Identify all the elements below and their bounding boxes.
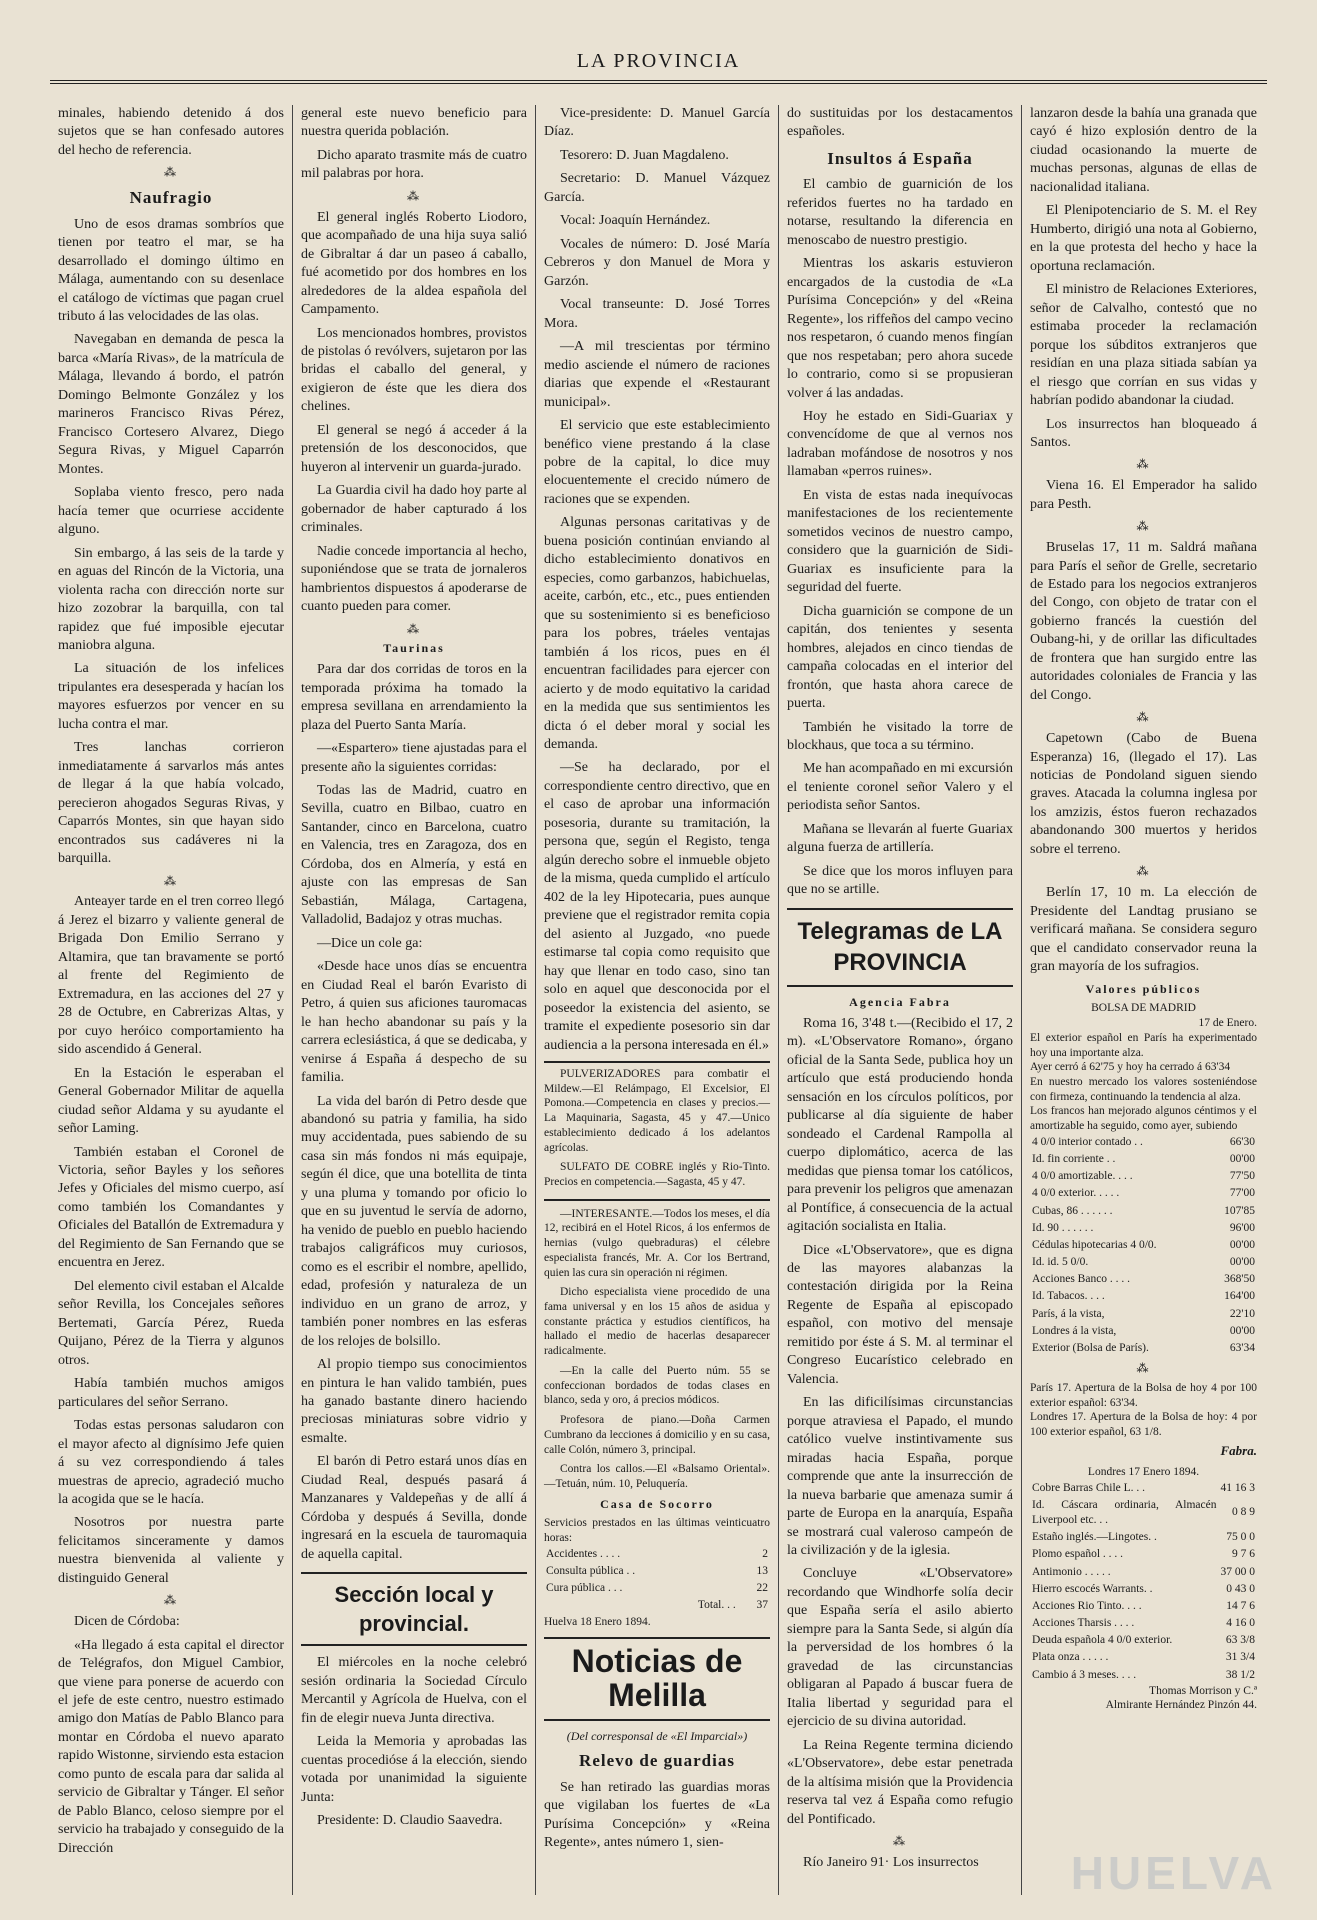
page-header-title: LA PROVINCIA (576, 50, 741, 72)
row-label: Plomo español . . . . (1032, 1548, 1124, 1561)
row-value: 38 1/2 (1225, 1668, 1255, 1681)
footer-company: Thomas Morrison y C.ª (1149, 1684, 1257, 1697)
headline-naufragio: Naufragio (129, 188, 213, 208)
paragraph: También he visitado la torre de blockhaus, que toca a su término. (787, 719, 1013, 753)
advertisements (544, 1061, 770, 1201)
section-banner-telegramas: Telegramas de LA PROVINCIA (787, 908, 1013, 987)
bolsa-date: 17 de Enero. (1198, 1017, 1257, 1030)
row-label: Estaño inglés.—Lingotes. . (1032, 1531, 1157, 1544)
row-value: 00'00 (1229, 1153, 1255, 1165)
separator: ⁂ (1136, 710, 1151, 725)
separator: ⁂ (1136, 1361, 1151, 1376)
paragraph: Al propio tiempo sus conocimientos en pintura le han valido también, pues ha ganado bastante dinero haciendo preciosas miniaturas sobre vidrio y esmalte. (301, 1357, 527, 1446)
agency-fabra: Agencia Fabra (849, 995, 951, 1010)
separator: ⁂ (1136, 457, 1151, 472)
headline-relevo: Relevo de guardias (579, 1751, 735, 1771)
table-row (1030, 1632, 1257, 1649)
table-row (1030, 1271, 1257, 1288)
separator: ⁂ (164, 165, 178, 180)
paragraph: La vida del barón di Petro desde que abandonó su patria y familia, ha sido muy accidentada, pues sabiendo de su casa sin más fondos ni más equipaje, según él dice, que una botellita de tinta y una pluma y tomando por oficio lo que en su juventud le servía de adorno, ha venido de pueblo en pueblo haciendo trabajos caligráficos muy curiosos, como es el escribir el nombre, apellido, edad, profesión y naturaleza de un individuo en un grano de arroz, y también poner nombres en las esferas de los relojes de bolsillo. (301, 1093, 527, 1349)
paragraph: Hoy he estado en Sidi-Guariax y convencídome de que al vernos nos ladraban mofándose de nosotros y nos llamaban «perros ruines». (787, 409, 1013, 480)
paragraph: lanzaron desde la bahía una granada que cayó é hizo explosión dentro de la ciudad ocasionando la muerte de muchas personas, algunas de ellas de nacionalidad italiana. (1030, 106, 1257, 195)
row-label: Deuda española 4 0/0 exterior. (1032, 1634, 1173, 1647)
bolsa-table (1030, 1134, 1257, 1357)
table-row (1030, 1323, 1257, 1340)
paragraph: El servicio que este establecimiento benéfico viene prestando á la clase pobre de la capital, lo dice muy elocuentemente el crecido número de raciones que se expenden. (544, 418, 770, 507)
paragraph: La situación de los infelices tripulantes era desesperada y hacían los mayores esfuerzos por vencer en su lucha contra el mar. (58, 661, 284, 732)
watermark-huelva: HUELVA (1070, 1847, 1277, 1899)
row-value: 107'85 (1224, 1204, 1255, 1217)
row-label: París, á la vista, (1032, 1307, 1105, 1320)
bolsa-text: El exterior español en París ha experimentado hoy una importante alza. (1030, 1031, 1257, 1059)
separator: ⁂ (407, 188, 421, 203)
separator: ⁂ (407, 621, 421, 636)
headline-casa-socorro: Casa de Socorro (600, 1496, 714, 1511)
row-label: Cobre Barras Chile L. . . (1032, 1481, 1146, 1494)
bolsa-text: Ayer cerró á 62'75 y hoy ha cerrado á 63'34 (1030, 1061, 1231, 1074)
paragraph: Mañana se llevarán al fuerte Guariax alguna fuerza de artillería. (787, 821, 1013, 856)
melilla-source: (Del corresponsal de «El Imparcial») (566, 1728, 748, 1743)
row-label: Id. Cáscara ordinaria, Almacén Liverpool etc. . . (1032, 1498, 1217, 1526)
paragraph: Del elemento civil estaban el Alcalde señor Revilla, los Concejales señores Bertemati, García Pérez, Rueda Quijano, Pérez de la Tierra y algunos otros. (58, 1278, 284, 1368)
paragraph: Dicho aparato trasmite más de cuatro mil palabras por hora. (301, 147, 527, 182)
headline-valores: Valores públicos (1085, 981, 1202, 996)
row-label: Id. Tabacos. . . . (1032, 1290, 1105, 1303)
table-row (544, 1597, 770, 1614)
paragraph: Presidente: D. Claudio Saavedra. (317, 1813, 503, 1829)
paragraph: —Se ha declarado, por el correspondiente centro directivo, que en el caso de aprobar una información posesoria, durante su tramitación, la persona que, según el Registo, tenga algún derecho sobre el inmueble objeto de la misma, queda cumplido el artículo 402 de la ley Hipotecaria, pues aunque previene que el registrador remita copia del asiento al Juzgado, «no puede estimarse tal copia como requisito que hay que llenar en todo caso, sino tan solo en aquel que desconocida por el poseedor la existencia del asiento, se tramite el expediente posesorio sin dar audiencia a la persona interesada en él.» (544, 760, 770, 1053)
paris-text: París 17. Apertura de la Bolsa de hoy 4 por 100 exterior español: 63'34. (1030, 1381, 1257, 1409)
paragraph: Los insurrectos han bloqueado á Santos. (1030, 416, 1257, 450)
paragraph: Anteayer tarde en el tren correo llegó á Jerez el bizarro y valiente general de Brigada Don Emilio Serrano y Altamira, que tan bravamente se portó al frente del Regimiento de Extremadura, en las acciones del 27 y 28 de Octubre, en Cabrerizas Altas, y por cuyo heróico comportamiento ha sido ascendido á General. (58, 894, 284, 1058)
column-2 (293, 105, 536, 1895)
row-value: 66'30 (1229, 1135, 1255, 1148)
paragraph: Bruselas 17, 11 m. Saldrá mañana para París el señor de Grelle, secretario de Estado para los negocios extranjeros del Congo, con objeto de tratar con el gobierno francés la cuestión del Oubang-hi, y de orillar las dificultades de frontera que han surgido entre las autoridades coloniales de Francia y las del Congo. (1030, 540, 1257, 703)
bolsa-title: BOLSA DE MADRID (1091, 1002, 1196, 1015)
paragraph: Capetown (Cabo de Buena Esperanza) 16, (llegado el 17). Las noticias de Pondoland siguen siendo graves. Atacada la columna inglesa por los amzizis, éstos fueron rechazados abandonando 300 muertos y heridos sobre el terreno. (1030, 731, 1257, 857)
table-row (1030, 1649, 1257, 1666)
paragraph: Todas las de Madrid, cuatro en Sevilla, cuatro en Bilbao, cuatro en Santander, cinco en Barcelona, cuatro en Valencia, tres en Zaragoza, dos en Córdoba, dos en Almería, y está en ajuste con las empresas de San Sebastián, Málaga, Cartagena, Valladolid, Badajoz y otras muchas. (301, 783, 527, 928)
ad-piano: Profesora de piano.—Doña Carmen Cumbrano da lecciones á domicilio y en su casa, calle Colón, número 3, principal. (544, 1414, 770, 1456)
table-row (1030, 1497, 1257, 1529)
row-value: 13 (756, 1565, 768, 1578)
paragraph: Nadie concede importancia al hecho, suponiéndose que se trata de jornaleros hambrientos dispuestos á apoderarse de cuanto pueden para comer. (301, 543, 527, 615)
paragraph: Vocales de número: D. José María Cebreros y don Manuel de Mora y Garzón. (544, 236, 770, 289)
row-label: Cura pública . . . (546, 1582, 623, 1595)
paragraph: Me han acompañado en mi excursión el teniente coronel señor Valero y el periodista señor Santos. (787, 761, 1013, 814)
paragraph: En la Estación le esperaban el General Gobernador Militar de aquella ciudad señor Aldama y su ayudante el señor Laming. (58, 1065, 284, 1137)
row-label: Cubas, 86 . . . . . . (1032, 1204, 1113, 1217)
headline-taurinas: Taurinas (383, 641, 445, 656)
row-value: 9 7 6 (1232, 1548, 1255, 1561)
column-3 (536, 105, 779, 1895)
row-label: Londres á la vista, (1032, 1324, 1117, 1337)
paragraph: Nosotros por nuestra parte felicitamos sinceramente y damos nuestra bienvenida al valiente y distinguido General (58, 1515, 284, 1586)
ad-pulverizadores: PULVERIZADORES para combatir el Mildew.—El Relámpago, El Excelsior, El Pomona.—Competencia en clases y precios.—La Maquinaria, Sagasta, 45 y 47.—Unico establecimiento dedicado á los adelantos agrícolas. (544, 1067, 770, 1154)
section-banner-melilla: Noticias de Melilla (544, 1637, 770, 1720)
paragraph: Vocal transeunte: D. José Torres Mora. (544, 297, 770, 331)
table-row (1030, 1237, 1257, 1254)
paragraph: —A mil trescientas por término medio asciende el número de raciones diarias que expende el «Restaurant municipal». (544, 339, 770, 410)
row-value: 31 3/4 (1225, 1651, 1255, 1664)
paragraph: Concluye «L'Observatore» recordando que Windhorfe solía decir que España sería el asilo abierto siempre para la Santa Sede, si algún día la perversidad de los hombres ó la gravedad de las circunstancias obligaran al Papado á buscar fuera de Italia libertad y seguridad para el ejercicio de su divina autoridad. (787, 1566, 1013, 1730)
table-row (1030, 1581, 1257, 1598)
paragraph: «Desde hace unos días se encuentra en Ciudad Real el barón Evaristo di Petro, á quien sus aficiones tauromacas le han hecho abandonar su país y la carrera eclesiástica, á que se dedicaba, y venirse á España á despecho de su familia. (301, 959, 527, 1086)
table-row (544, 1546, 770, 1563)
footer-address: Almirante Hernández Pinzón 44. (1105, 1699, 1257, 1712)
paragraph: También estaban el Coronel de Victoria, señor Bayles y los señores Jefes y Oficiales del mismo cuerpo, así como también los Comandantes y Oficiales del Batallón de Extremadura y del Regimiento de San Fernando que se encuentra en Jerez. (58, 1144, 284, 1271)
row-label: Cambio á 3 meses. . . . (1032, 1668, 1137, 1681)
row-label: Acciones Tharsis . . . . (1032, 1617, 1135, 1630)
paragraph: Roma 16, 3'48 t.—(Recibido el 17, 2 m). «L'Observatore Romano», órgano oficial de la Santa Sede, publica hoy un artículo que está produciendo honda sensación en los círculos políticos, por publicarse al día siguiente de haber sondeado el Cardenal Rampolla al cuerpo diplomático, acerca de las medidas que piensa tomar los católicos, para prevenir los peligros que amenazan al Pontífice, á consecuencia de la actual agitación socialista en Italia. (787, 1015, 1013, 1235)
row-label: Antimonio . . . . . (1032, 1565, 1111, 1578)
paragraph: Uno de esos dramas sombríos que tienen por teatro el mar, se ha desarrollado el domingo último en Málaga, aumentando con su desenlace el catálogo de víctimas que pagan cruel tributo á las velocidades de las olas. (58, 216, 284, 325)
row-value: 00'00 (1229, 1324, 1255, 1337)
row-value: 37 (756, 1599, 768, 1612)
table-row (544, 1580, 770, 1597)
paragraph: Berlín 17, 10 m. La elección de Presidente del Landtag prusiano se verificará mañana. Se considera seguro que el candidato conservador reuna la gran mayoría de los sufragios. (1030, 885, 1257, 975)
paragraph: Vocal: Joaquín Hernández. (560, 213, 711, 229)
row-value: 37 00 0 (1220, 1565, 1255, 1578)
table-row (1030, 1340, 1257, 1357)
paragraph: La Guardia civil ha dado hoy parte al gobernador de haber capturado á los criminales. (301, 483, 527, 536)
row-label: Acciones Rio Tinto. . . . (1032, 1599, 1142, 1612)
paragraph: Algunas personas caritativas y de buena posición continúan enviando al dicho establecimiento donativos en especies, como garbanzos, habichuelas, aceite, carbón, etc., etc., pues entienden que su sostenimiento si es beneficioso para los pobres, tráeles ventajas también á los ricos, pues en él encuentran facilidades para ejercer con acierto y de modo equitativo la caridad en la medida que sus sentimientos les dicta ó el deber moral y social les demanda. (544, 515, 770, 752)
table-row (1030, 1480, 1257, 1497)
row-value: 2 (762, 1547, 768, 1560)
row-label: Total. . . (697, 1599, 736, 1612)
table-row (1030, 1546, 1257, 1563)
paragraph: Sin embargo, á las seis de la tarde y en aguas del Rincón de la Victoria, una violenta racha con dirección norte sur hizo zozobrar la barquilla, con tal rapidez que fué imposible ejecutar maniobra alguna. (58, 545, 284, 653)
row-label: Acciones Banco . . . . (1032, 1273, 1131, 1286)
paragraph: Navegaban en demanda de pesca la barca «María Rivas», de la matrícula de Málaga, llevando á bordo, el patrón Domingo Belmonte González y los marineros Francisco Rivas Pérez, Francisco Cortesero Alvarez, Diego Segura Rivas, y Miguel Caparrón Montes. (58, 332, 284, 477)
separator: ⁂ (164, 873, 178, 888)
row-value: 14 7 6 (1226, 1599, 1255, 1612)
row-label: Consulta pública . . (546, 1565, 636, 1578)
paragraph: general este nuevo beneficio para nuestra querida población. (301, 106, 527, 140)
row-label: Exterior (Bolsa de París). (1032, 1341, 1149, 1354)
londres-title: Londres 17 Enero 1894. (1087, 1465, 1200, 1478)
paragraph: Dicha guarnición se compone de un capitán, dos tenientes y sesenta hombres, alejados en cinco tiendas de campaña colocadas en el interior del frontón, que hasta ahora carece de puerta. (787, 603, 1013, 712)
bolsa-text: En nuestro mercado los valores sosteniéndose con firmeza, continuando la tendencia al alza. (1030, 1075, 1257, 1103)
ad-callos: Contra los callos.—El «Balsamo Oriental».—Tetuán, núm. 10, Peluquería. (544, 1463, 770, 1490)
row-value: 00'00 (1229, 1238, 1255, 1251)
row-label: Accidentes . . . . (546, 1547, 621, 1560)
paragraph: El general inglés Roberto Liodoro, que acompañado de una hija suya salió de Gibraltar á dar un paseo á caballo, fué acometido por dos hombres en los alrededores de la aldea española del Campamento. (301, 209, 527, 318)
table-row (1030, 1203, 1257, 1220)
paragraph: En vista de estas nada inequívocas manifestaciones de los recientemente sometidos vecinos de nuestro campo, considero que la guarnición de Sidi-Guariax es insuficiente para la seguridad del fuerte. (787, 487, 1013, 596)
table-row (1030, 1615, 1257, 1632)
table-row (1030, 1288, 1257, 1305)
paragraph: Se dice que los moros influyen para que no se artille. (787, 863, 1013, 898)
row-label: 4 0/0 exterior. . . . . (1032, 1187, 1120, 1200)
separator: ⁂ (164, 1593, 178, 1608)
ad-sulfato: SULFATO DE COBRE inglés y Rio-Tinto. Precios en competencia.—Sagasta, 45 y 47. (544, 1161, 770, 1188)
table-row (1030, 1598, 1257, 1615)
row-label: Plata onza . . . . . (1032, 1651, 1109, 1664)
londres-text: Londres 17. Apertura de la Bolsa de hoy: 4 por 100 exterior español, 63 1/8. (1030, 1411, 1257, 1439)
table-row (1030, 1134, 1257, 1151)
table-row (1030, 1254, 1257, 1271)
paragraph: Dicen de Córdoba: (74, 1614, 180, 1630)
row-value: 4 16 0 (1226, 1617, 1255, 1630)
paragraph: —«Espartero» tiene ajustadas para el presente año la siguientes corridas: (301, 741, 527, 775)
paragraph: El barón di Petro estará unos días en Ciudad Real, después pasará á Manzanares y Valdepeñas y de allí á Córdoba y después á Sevilla, donde ingresará en la escuela de tauromaquia de aquella capital. (301, 1454, 527, 1562)
table-row (1030, 1564, 1257, 1581)
ad-interesante: —INTERESANTE.—Todos los meses, el día 12, recibirá en el Hotel Ricos, á los enfermos de hernias (vulgo quebraduras) el célebre especialista francés, Mr. A. Cor los Bertrand, quien las cura sin operación ni régimen. (544, 1207, 771, 1279)
column-5 (1022, 105, 1265, 1895)
row-label: Hierro escocés Warrants. . (1032, 1582, 1153, 1595)
table-row (1030, 1168, 1257, 1185)
table-row (1030, 1220, 1257, 1237)
paragraph: Viena 16. El Emperador ha salido para Pesth. (1030, 478, 1257, 512)
paragraph: Vice-presidente: D. Manuel García Díaz. (544, 106, 770, 140)
paragraph: Leida la Memoria y aprobadas las cuentas procedióse á la elección, siendo votada por unanimidad la siguiente Junta: (301, 1734, 527, 1805)
paragraph: Mientras los askaris estuvieron encargados de la custodia de «La Purísima Concepción» y del «Reina Regente», los riffeños del campo vecino nos respetaron, ó cuando menos fingían que nos respetaban; pero ahora sucede lo contrario, como si se propusieran volver á las andadas. (787, 256, 1013, 401)
paragraph: Había también muchos amigos particulares del señor Serrano. (58, 1376, 284, 1410)
socorro-intro: Servicios prestados en las últimas veinticuatro horas: (544, 1517, 770, 1545)
paragraph: Tres lanchas corrieron inmediatamente á sarvarlos más antes de llegar á la que había volcado, perecieron ahogados Seguras Rivas, y Caparrós Montes, sin que hayan sido encontrados sus cadáveres ni la barquilla. (58, 740, 284, 867)
londres-table (1030, 1480, 1257, 1684)
paragraph: El Plenipotenciario de S. M. el Rey Humberto, dirigió una nota al Gobierno, en la que protesta del hecho y hace la oportuna reclamación. (1030, 203, 1257, 274)
paragraph: «Ha llegado á esta capital el director de Telégrafos, don Miguel Cambior, que viene para ponerse de acuerdo con el jefe de este centro, nuestro estimado amigo don Matías de Pablo Blanco para montar en Córdoba el nuevo aparato rapido Wistonne, sirviendo esta estacion como punto de escala para dar salida al servicio de Gibraltar y Tánger. El señor de Pablo Blanco, celoso siempre por el servicio ha trabajado y conseguido de la Dirección (58, 1637, 284, 1856)
row-value: 63 3/8 (1225, 1634, 1255, 1647)
columns (50, 105, 1265, 1895)
row-label: Id. fin corriente . . (1032, 1153, 1116, 1165)
ad-especialista: Dicho especialista viene procedido de una fama universal y en los 15 años de asidua y constante práctica y estudios científicos, ha hallado el medio de hacerlas desaparecer radicalmente. (544, 1286, 770, 1358)
paragraph: do sustituidas por los destacamentos españoles. (787, 106, 1013, 140)
column-1 (50, 105, 293, 1895)
socorro-table (544, 1546, 770, 1615)
row-label: Id. id. 5 0/0. (1032, 1256, 1089, 1269)
table-row (1030, 1667, 1257, 1684)
bolsa-text: Los francos han mejorado algunos céntimos y el amortizable ha seguido, como ayer, subiendo (1030, 1105, 1257, 1133)
row-value: 63'34 (1229, 1341, 1255, 1354)
paragraph: Todas estas personas saludaron con el mayor afecto al dignísimo Jefe quien á su vez correspondiendo á tales muestras de aprecio, agradeció mucho la acogida que se le hacía. (58, 1418, 284, 1507)
separator: ⁂ (893, 1834, 907, 1849)
paragraph: Para dar dos corridas de toros en la temporada próxima ha tomado la empresa sevillana en arrendamiento la plaza del Puerto Santa María. (301, 662, 527, 733)
separator: ⁂ (1136, 519, 1151, 534)
paragraph: Los mencionados hombres, provistos de pistolas ó revólvers, sujetaron por las bridas el caballo del general, y exigieron de éste que les diera dos chelines. (301, 325, 527, 415)
separator: ⁂ (1136, 864, 1151, 879)
row-label: Cédulas hipotecarias 4 0/0. (1032, 1238, 1157, 1251)
signature-fabra: Fabra. (1220, 1442, 1257, 1458)
row-value: 41 16 3 (1220, 1481, 1255, 1494)
paragraph: Tesorero: D. Juan Magdaleno. (560, 147, 729, 163)
paragraph: Soplaba viento fresco, pero nada hacía temer que ocurriese accidente alguno. (58, 485, 284, 538)
table-row (544, 1563, 770, 1580)
row-value: 22'10 (1229, 1307, 1255, 1320)
paragraph: En las dificilísimas circunstancias porque atraviesa el Papado, el mundo católico vuelve instintivamente sus miradas hacia España, porque comprende que ante la insurrección de la nueva barbarie que amenaza sumir á parte de Europa en la anarquía, España se mostrará cual valeroso campeón de la civilización y de la iglesia. (787, 1395, 1013, 1559)
paragraph: Secretario: D. Manuel Vázquez García. (544, 171, 770, 205)
header-rule (50, 80, 1267, 84)
paragraph: Dice «L'Observatore», que es digna de las mayores alabanzas la contestación dirigida por la Reina Regente de España al episcopado español, con motivo del mensaje remitido por éste á S. M. al terminar el Congreso Eucarístico celebrado en Valencia. (787, 1242, 1013, 1387)
section-banner-local: Sección local y provincial. (301, 1572, 527, 1646)
row-value: 77'00 (1229, 1187, 1255, 1200)
row-label: 4 0/0 amortizable. . . . (1032, 1170, 1133, 1183)
table-row (1030, 1529, 1257, 1546)
row-label: Id. 90 . . . . . . (1032, 1221, 1094, 1234)
paragraph: minales, habiendo detenido á dos sujetos que se han confesado autores del hecho de referencia. (58, 106, 284, 158)
paragraph: El general se negó á acceder á la pretensión de los desconocidos, que huyeron al intervenir un guarda-jurado. (301, 422, 527, 475)
paragraph: El miércoles en la noche celebró sesión ordinaria la Sociedad Círculo Mercantil y Agrícola de Huelva, con el fin de elegir nueva Junta directiva. (301, 1655, 527, 1726)
column-4 (779, 105, 1022, 1895)
headline-insultos: Insultos á España (827, 148, 973, 168)
row-value: 00'00 (1229, 1256, 1255, 1269)
row-value: 75 0 0 (1226, 1531, 1255, 1544)
row-label: 4 0/0 interior contado . . (1032, 1135, 1143, 1148)
row-value: 96'00 (1229, 1221, 1255, 1234)
table-row (1030, 1185, 1257, 1202)
paragraph: Río Janeiro 91· Los insurrectos (803, 1854, 979, 1870)
socorro-date: Huelva 18 Enero 1894. (544, 1615, 651, 1628)
paragraph: El cambio de guarnición de los referidos fuertes no ha tardado en notarse, resultando la diferencia en menoscabo de nuestro prestigio. (787, 177, 1013, 248)
paragraph: La Reina Regente termina diciendo «L'Observatore», debe estar penetrada de la altísima misión que la Providencia reserva tal vez á España como refugio del Pontificado. (787, 1737, 1013, 1827)
row-value: 77'50 (1229, 1170, 1255, 1183)
table-row (1030, 1306, 1257, 1323)
row-value: 0 8 9 (1232, 1506, 1255, 1519)
row-value: 0 43 0 (1226, 1582, 1255, 1595)
paragraph: El ministro de Relaciones Exteriores, señor de Calvalho, contestó que no estimaba proceder la reclamación porque los súbditos extranjeros que residían en una plaza sitiada sabían ya el riesgo que corrían en sus vidas y habrían podido abandonar la ciudad. (1030, 282, 1257, 409)
paragraph: Se han retirado las guardias moras que vigilaban los fuertes de «La Purísima Concepción» y «Reina Regente», antes número 1, sien- (544, 1779, 770, 1851)
paragraph: —Dice un cole ga: (317, 935, 423, 951)
row-value: 164'00 (1224, 1290, 1255, 1303)
ad-bordados: —En la calle del Puerto núm. 55 se confeccionan bordados de todas clases en blanco, seda y oro, á precios módicos. (544, 1364, 770, 1407)
table-row (1030, 1151, 1257, 1168)
row-value: 22 (756, 1582, 768, 1595)
row-value: 368'50 (1224, 1273, 1255, 1286)
